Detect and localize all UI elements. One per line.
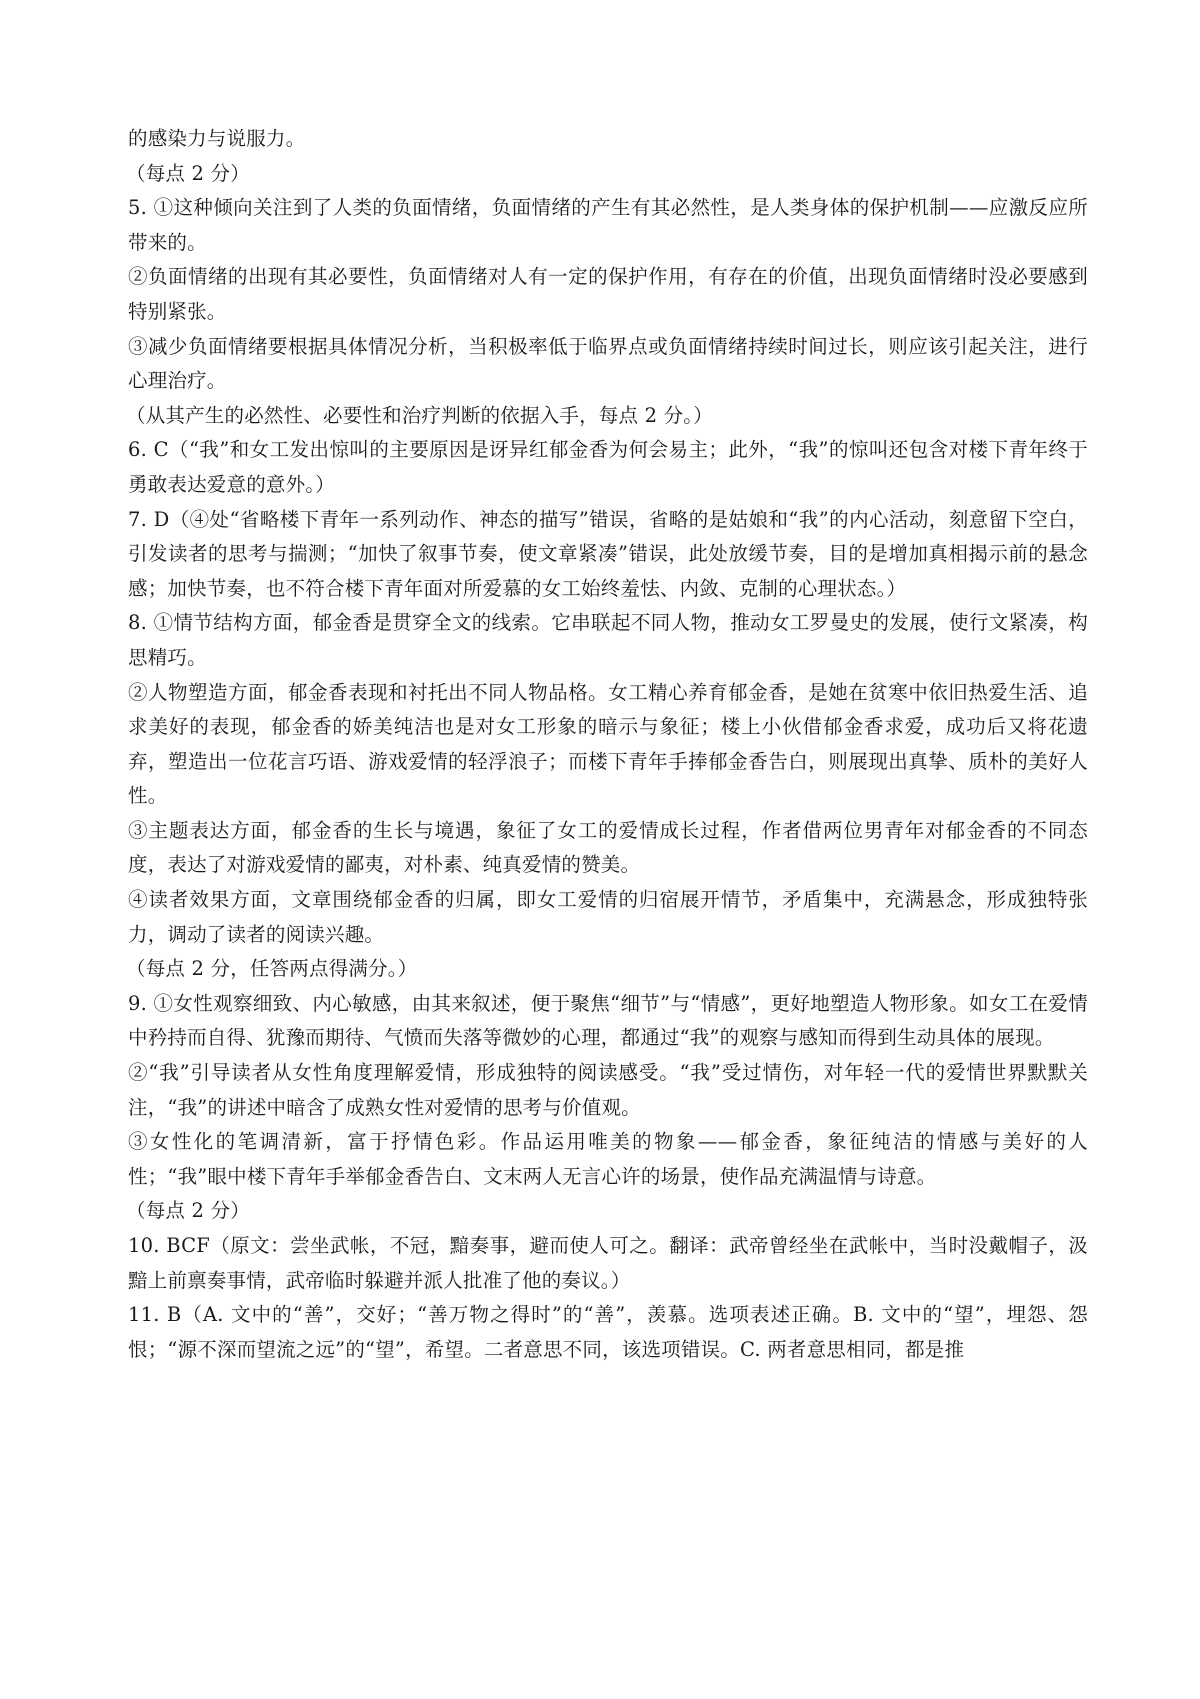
answer-5-point-1: 5. ①这种倾向关注到了人类的负面情绪，负面情绪的产生有其必然性，是人类身体的保护机制——应激反应所带来的。 [128,196,1088,254]
answer-8-point-1: 8. ①情节结构方面，郁金香是贯穿全文的线索。它串联起不同人物，推动女工罗曼史的发展，使行文紧凑，构思精巧。 [128,611,1088,669]
answer-11: 11. B（A. 文中的“善”，交好；“善万物之得时”的“善”，羡慕。选项表述正确。B. 文中的“望”，埋怨、怨恨；“源不深而望流之远”的“望”，希望。二者意思不同，该选项错误。C. 两者意思相同，都是推 [128,1303,1088,1361]
answer-8-point-3: ③主题表达方面，郁金香的生长与境遇，象征了女工的爱情成长过程，作者借两位男青年对郁金香的不同态度，表达了对游戏爱情的鄙夷，对朴素、纯真爱情的赞美。 [128,818,1088,877]
answer-8-point-2: ②人物塑造方面，郁金香表现和衬托出不同人物品格。女工精心养育郁金香，是她在贫寒中依旧热爱生活、追求美好的表现，郁金香的娇美纯洁也是对女工形象的暗示与象征；楼上小伙借郁金香求爱，成功后又将花遗弃，塑造出一位花言巧语、游戏爱情的轻浮浪子；而楼下青年手捧郁金香告白，则展现出真挚、质朴的美好人性。 [128,680,1088,808]
answer-9-point-1: 9. ①女性观察细致、内心敏感，由其来叙述，便于聚焦“细节”与“情感”，更好地塑造人物形象。如女工在爱情中矜持而自得、犹豫而期待、气愤而失落等微妙的心理，都通过“我”的观察与感知而得到生动具体的展现。 [128,991,1088,1050]
score-note: （从其产生的必然性、必要性和治疗判断的依据入手，每点 2 分。） [126,403,713,427]
answer-9-point-2: ②“我”引导读者从女性角度理解爱情，形成独特的阅读感受。“我”受过情伤，对年轻一代的爱情世界默默关注，“我”的讲述中暗含了成熟女性对爱情的思考与价值观。 [128,1061,1088,1119]
score-note: （每点 2 分） [126,161,250,185]
answer-5-point-3: ③减少负面情绪要根据具体情况分析，当积极率低于临界点或负面情绪持续时间过长，则应该引起关注，进行心理治疗。 [128,334,1088,393]
answer-text-block [128,122,1088,1367]
answer-10: 10. BCF（原文：尝坐武帐，不冠，黯奏事，避而使人可之。翻译：武帝曾经坐在武帐中，当时没戴帽子，汲黯上前禀奏事情，武帝临时躲避并派人批准了他的奏议。） [128,1234,1088,1292]
score-note: （每点 2 分，任答两点得满分。） [126,957,418,981]
answer-5-point-2: ②负面情绪的出现有其必要性，负面情绪对人有一定的保护作用，有存在的价值，出现负面情绪时没必要感到特别紧张。 [128,265,1088,323]
answer-9-point-3: ③女性化的笔调清新，富于抒情色彩。作品运用唯美的物象——郁金香，象征纯洁的情感与美好的人性；“我”眼中楼下青年手举郁金香告白、文末两人无言心许的场景，使作品充满温情与诗意。 [128,1130,1088,1188]
answer-6: 6. C（“我”和女工发出惊叫的主要原因是讶异红郁金香为何会易主；此外，“我”的惊叫还包含对楼下青年终于勇敢表达爱意的意外。） [128,438,1088,496]
answer-8-point-4: ④读者效果方面，文章围绕郁金香的归属，即女工爱情的归宿展开情节，矛盾集中，充满悬念，形成独特张力，调动了读者的阅读兴趣。 [128,888,1088,946]
answer-7: 7. D（④处“省略楼下青年一系列动作、神态的描写”错误，省略的是姑娘和“我”的内心活动，刻意留下空白，引发读者的思考与揣测；“加快了叙事节奏，使文章紧凑”错误，此处放缓节奏，目的是增加真相揭示前的悬念感；加快节奏，也不符合楼下青年面对所爱慕的女工始终羞怯、内敛、克制的心理状态。） [128,507,1088,600]
paragraph: 的感染力与说服力。 [128,127,306,150]
score-note: （每点 2 分） [126,1199,250,1223]
